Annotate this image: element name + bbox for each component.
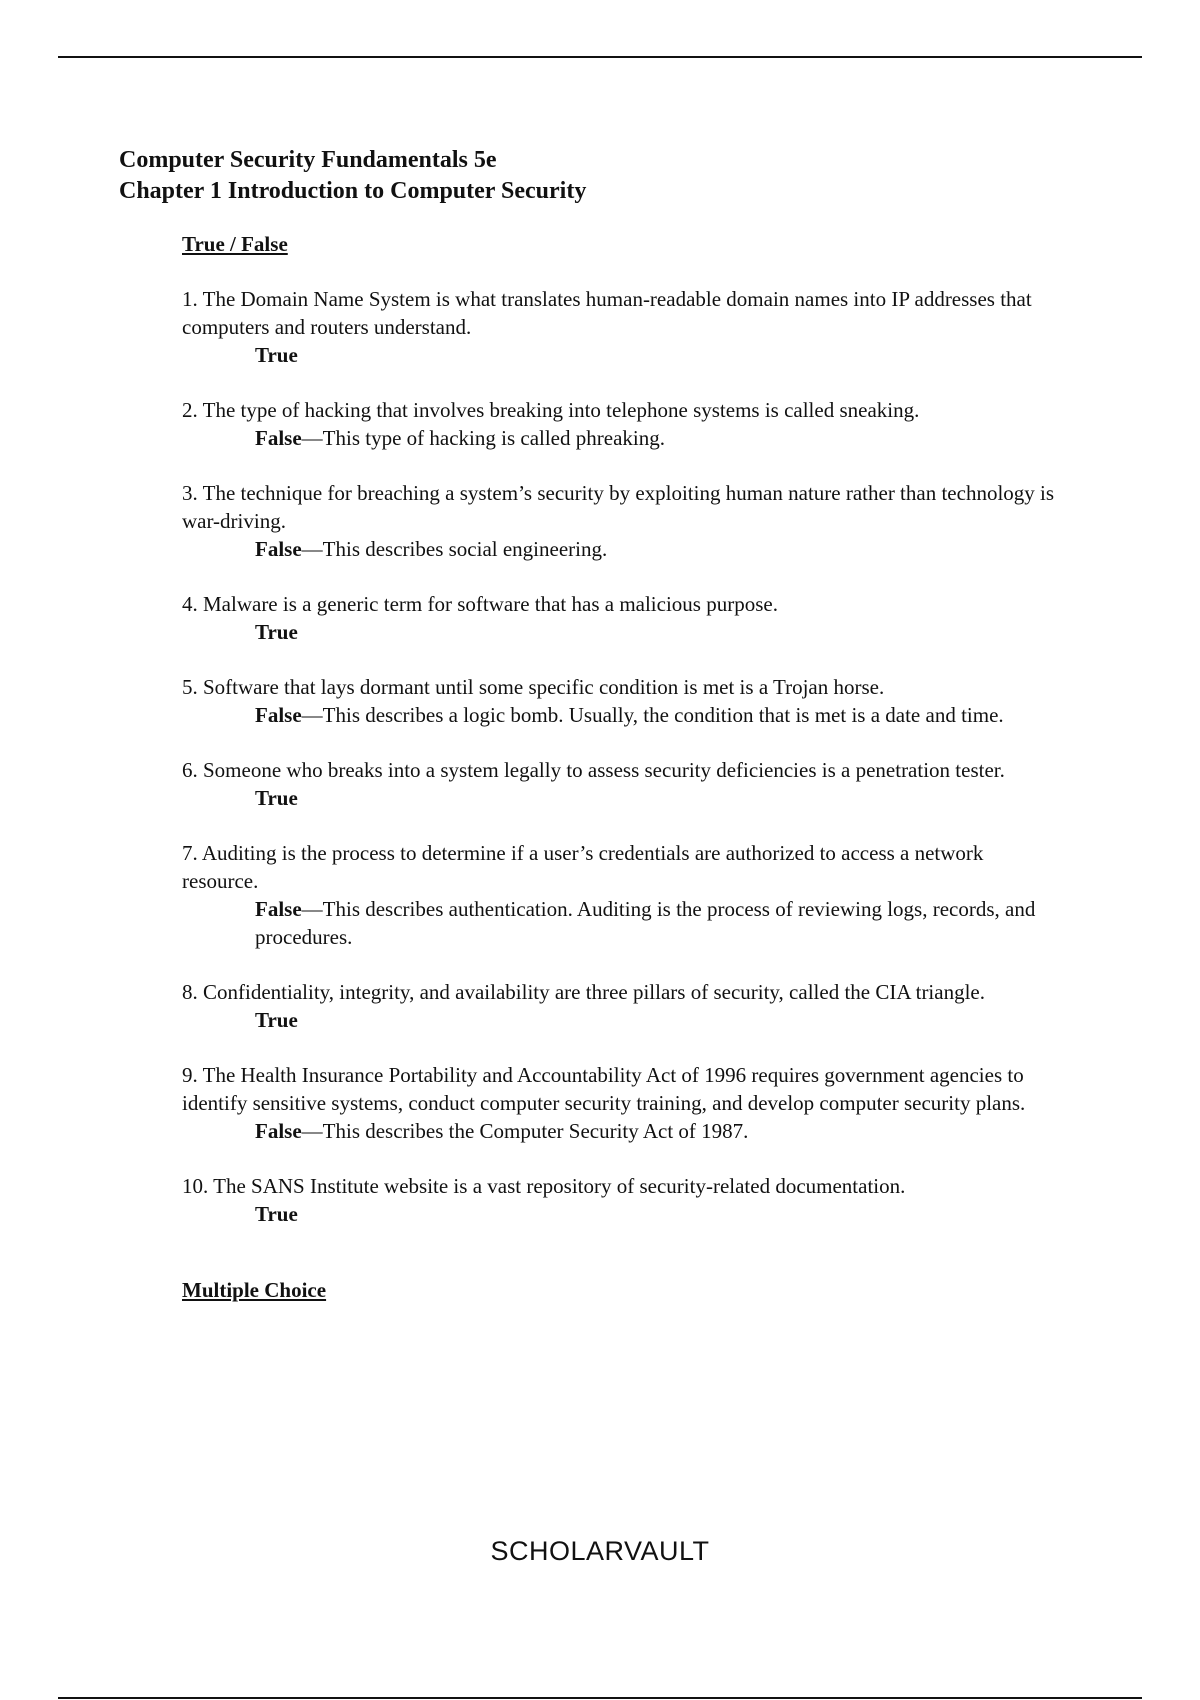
answer xyxy=(182,895,1062,951)
answer-verdict: False xyxy=(255,426,302,450)
answer-verdict: False xyxy=(255,703,302,727)
question-7 xyxy=(182,839,1062,951)
answer-verdict: True xyxy=(255,1202,298,1226)
top-rule xyxy=(58,56,1142,58)
question-text: 3. The technique for breaching a system’s security by exploiting human nature rather than technology is war-driving. xyxy=(182,481,1055,533)
answer xyxy=(182,784,1062,812)
question-text: 8. Confidentiality, integrity, and availability are three pillars of security, called the CIA triangle. xyxy=(182,980,985,1004)
answer-explanation: —This describes a logic bomb. Usually, the condition that is met is a date and time. xyxy=(301,703,1004,727)
answer-explanation: —This describes authentication. Auditing is the process of reviewing logs, records, and procedures. xyxy=(255,897,1036,949)
answer-explanation: —This describes social engineering. xyxy=(301,537,608,561)
answer-explanation: —This type of hacking is called phreaking. xyxy=(301,426,665,450)
question-text: 7. Auditing is the process to determine if a user’s credentials are authorized to access a network resource. xyxy=(182,841,984,893)
question-3 xyxy=(182,479,1062,563)
answer xyxy=(182,1006,1062,1034)
question-5 xyxy=(182,673,1062,729)
footer-brand: SCHOLARVAULT xyxy=(490,1536,710,1566)
answer-verdict: False xyxy=(255,537,302,561)
question-text: 1. The Domain Name System is what translates human-readable domain names into IP addresses that computers and routers understand. xyxy=(182,287,1032,339)
question-text: 4. Malware is a generic term for software that has a malicious purpose. xyxy=(182,592,778,616)
answer-verdict: True xyxy=(255,786,298,810)
answer-explanation: —This describes the Computer Security Act of 1987. xyxy=(301,1119,749,1143)
answer xyxy=(182,1200,1062,1228)
question-text: 2. The type of hacking that involves breaking into telephone systems is called sneaking. xyxy=(182,398,920,422)
answer-verdict: False xyxy=(255,897,302,921)
answer-verdict: True xyxy=(255,343,298,367)
answer xyxy=(182,701,1062,729)
chapter-title: Chapter 1 Introduction to Computer Security xyxy=(119,178,587,204)
question-8 xyxy=(182,978,1062,1034)
question-4 xyxy=(182,590,1062,646)
question-text: 9. The Health Insurance Portability and Accountability Act of 1996 requires government agencies to identify sensitive systems, conduct computer security training, and develop computer security plans. xyxy=(182,1063,1026,1115)
answer-verdict: True xyxy=(255,1008,298,1032)
document-body xyxy=(182,230,1062,1304)
answer xyxy=(182,618,1062,646)
question-text: 6. Someone who breaks into a system legally to assess security deficiencies is a penetration tester. xyxy=(182,758,1005,782)
answer xyxy=(182,535,1062,563)
question-text: 5. Software that lays dormant until some specific condition is met is a Trojan horse. xyxy=(182,675,885,699)
answer-verdict: False xyxy=(255,1119,302,1143)
multiple-choice-heading: Multiple Choice xyxy=(182,1278,327,1302)
question-text: 10. The SANS Institute website is a vast repository of security-related documentation. xyxy=(182,1174,906,1198)
document-title: Computer Security Fundamentals 5e xyxy=(119,147,497,173)
answer xyxy=(182,424,1062,452)
question-1 xyxy=(182,285,1062,369)
question-10 xyxy=(182,1172,1062,1228)
answer-verdict: True xyxy=(255,620,298,644)
answer xyxy=(182,1117,1062,1145)
question-2 xyxy=(182,396,1062,452)
bottom-rule xyxy=(58,1697,1142,1699)
answer xyxy=(182,341,1062,369)
true-false-heading: True / False xyxy=(182,232,288,256)
document-title-block xyxy=(119,145,586,207)
question-6 xyxy=(182,756,1062,812)
question-9 xyxy=(182,1061,1062,1145)
